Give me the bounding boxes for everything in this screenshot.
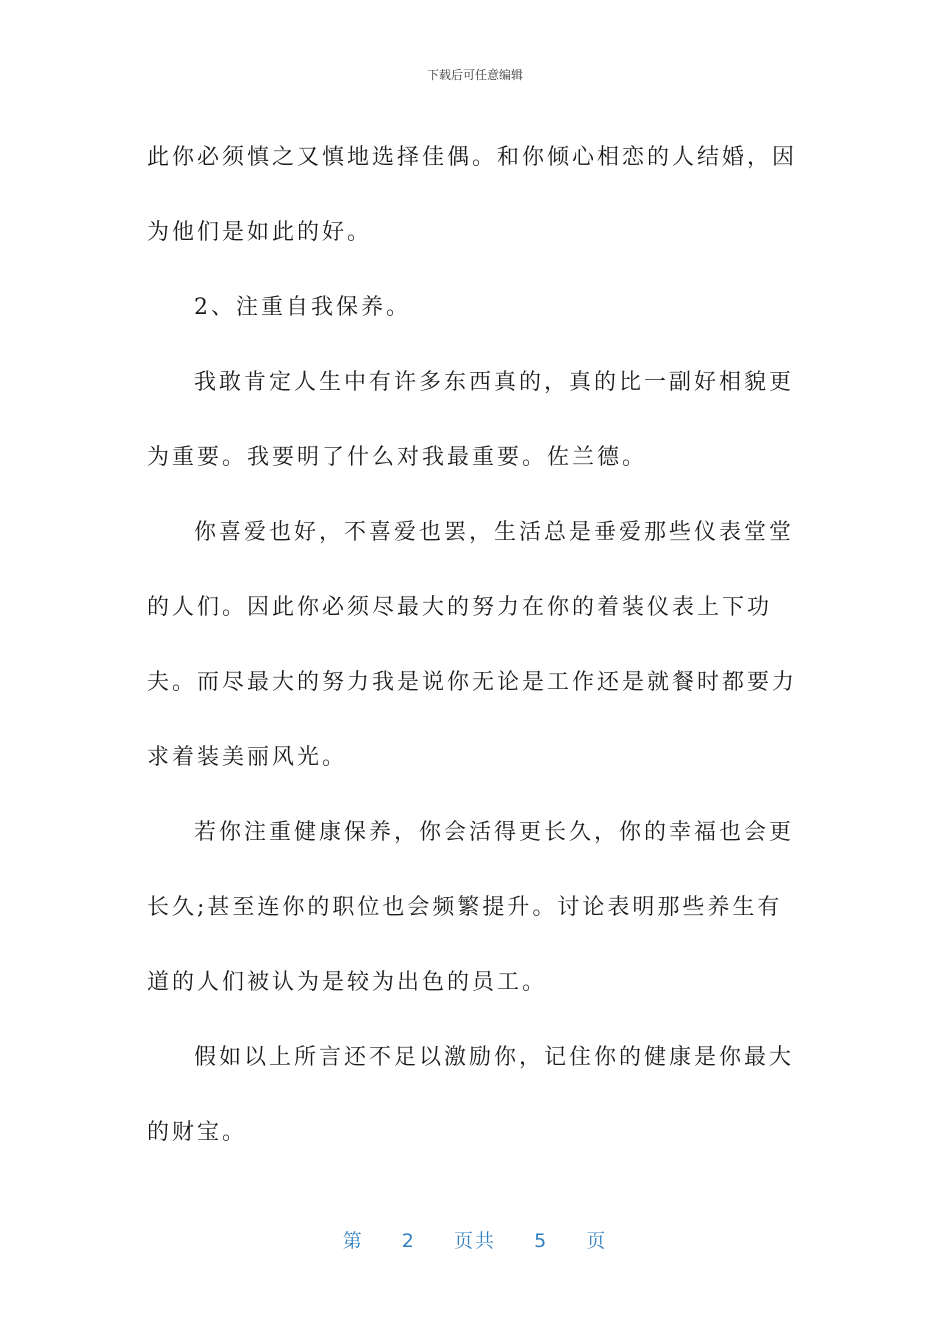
- paragraph: 若你注重健康保养，你会活得更长久，你的幸福也会更长久;甚至连你的职位也会频繁提升。讨论表明那些养生有道的人们被认为是较为出色的员工。: [147, 820, 795, 995]
- page-header: 下载后可任意编辑: [426, 68, 523, 82]
- footer-suffix: 页: [586, 1230, 608, 1252]
- paragraph-continuation: 此你必须慎之又慎地选择佳偶。和你倾心相恋的人结婚，因为他们是如此的好。: [147, 145, 798, 245]
- paragraph: 假如以上所言还不足以激励你，记住你的健康是你最大的财宝。: [147, 1045, 795, 1145]
- section-heading: 2、注重自我保养。: [194, 295, 411, 320]
- footer-total-pages: 5: [534, 1230, 549, 1252]
- paragraph: 我敢肯定人生中有许多东西真的，真的比一副好相貌更为重要。我要明了什么对我最重要。佐兰德。: [147, 370, 795, 470]
- footer-middle: 页共: [453, 1230, 496, 1252]
- paragraph: 你喜爱也好，不喜爱也罢，生活总是垂爱那些仪表堂堂的人们。因此你必须尽最大的努力在你的着装仪表上下功夫。而尽最大的努力我是说你无论是工作还是就餐时都要力求着装美丽风光。: [147, 520, 798, 770]
- document-body: [147, 120, 807, 1170]
- footer-current-page: 2: [401, 1230, 416, 1252]
- footer-prefix: 第: [342, 1230, 364, 1252]
- page-footer: [0, 1226, 950, 1253]
